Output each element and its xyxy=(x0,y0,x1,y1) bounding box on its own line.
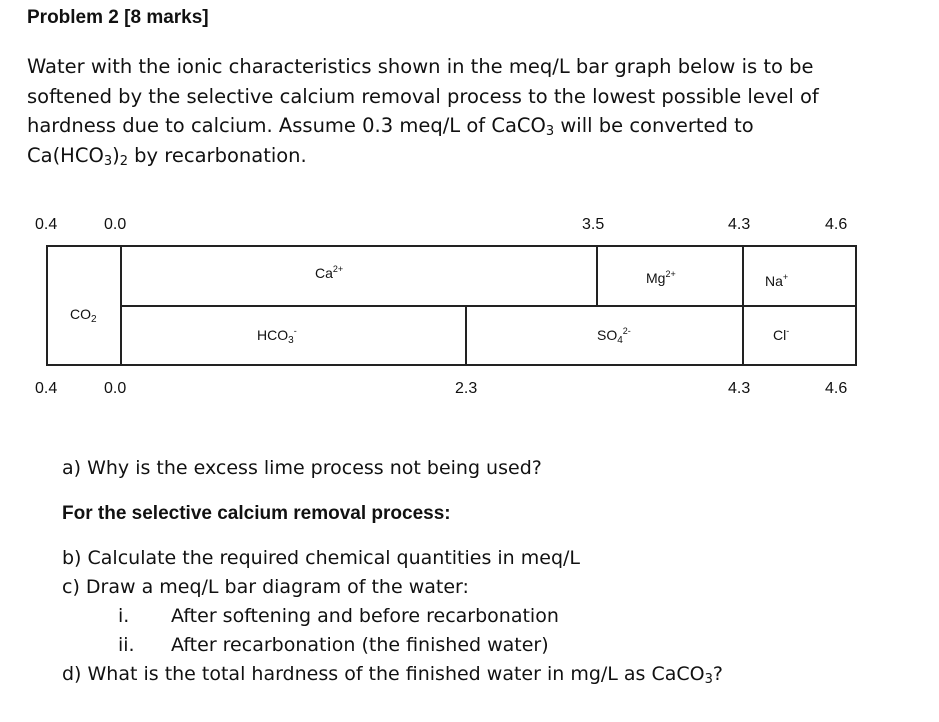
so4-cl-boundary xyxy=(742,306,744,366)
hco3-so4-boundary xyxy=(465,306,467,366)
bottom-scale-label: 0.0 xyxy=(104,380,127,397)
top-scale-label: 4.3 xyxy=(728,216,751,233)
top-scale-label: 0.0 xyxy=(104,216,127,233)
description-line-3: hardness due to calcium. Assume 0.3 meq/L of CaCO$_3$ will be converted to xyxy=(27,114,754,139)
ion-label-sulfate: $SO_4^{2-}$ xyxy=(597,326,631,346)
question-c-ii-number: ii. xyxy=(118,634,135,656)
top-scale-label: 0.4 xyxy=(35,216,58,233)
description-line-4: $Ca(HCO_3)_2$ by recarbonation. xyxy=(27,143,307,169)
ca-mg-boundary xyxy=(596,245,598,306)
ion-label-bicarbonate: $HCO_3^-$ xyxy=(257,326,297,346)
ion-label-sodium: Na+ xyxy=(765,272,789,289)
ion-label-chloride: Cl- xyxy=(773,326,790,343)
question-c-ii: After recarbonation (the finished water) xyxy=(171,634,549,656)
cation-anion-divider xyxy=(121,305,856,307)
bottom-scale-label: 4.3 xyxy=(728,380,751,397)
ion-label-magnesium: $Mg^{2+}$ xyxy=(646,269,676,286)
top-scale-label: 3.5 xyxy=(582,216,605,233)
co2-boundary xyxy=(120,245,122,366)
problem-description xyxy=(27,52,907,170)
question-a: a) Why is the excess lime process not being used? xyxy=(62,457,542,479)
question-c-i: After softening and before recarbonation xyxy=(171,605,559,627)
top-scale-label: 4.6 xyxy=(825,216,848,233)
bottom-scale-label: 2.3 xyxy=(455,380,478,397)
mg-na-boundary xyxy=(742,245,744,306)
question-c: c) Draw a meq/L bar diagram of the water: xyxy=(62,576,469,598)
problem-heading: Problem 2 [8 marks] xyxy=(27,7,209,28)
selective-process-subheading: For the selective calcium removal process: xyxy=(62,503,451,524)
ion-label-co2: $CO_2$ xyxy=(70,306,97,325)
bottom-scale-label: 0.4 xyxy=(35,380,58,397)
question-d: d) What is the total hardness of the finished water in mg/L as CaCO$_3$? xyxy=(62,663,723,687)
ion-label-calcium: $Ca^{2+}$ xyxy=(315,264,344,281)
question-b: b) Calculate the required chemical quantities in meq/L xyxy=(62,547,581,569)
bottom-scale-label: 4.6 xyxy=(825,380,848,397)
question-c-i-number: i. xyxy=(118,605,130,627)
description-line-1: Water with the ionic characteristics shown in the meq/L bar graph below is to be xyxy=(27,55,814,78)
description-line-2: softened by the selective calcium removal process to the lowest possible level of xyxy=(27,84,819,108)
